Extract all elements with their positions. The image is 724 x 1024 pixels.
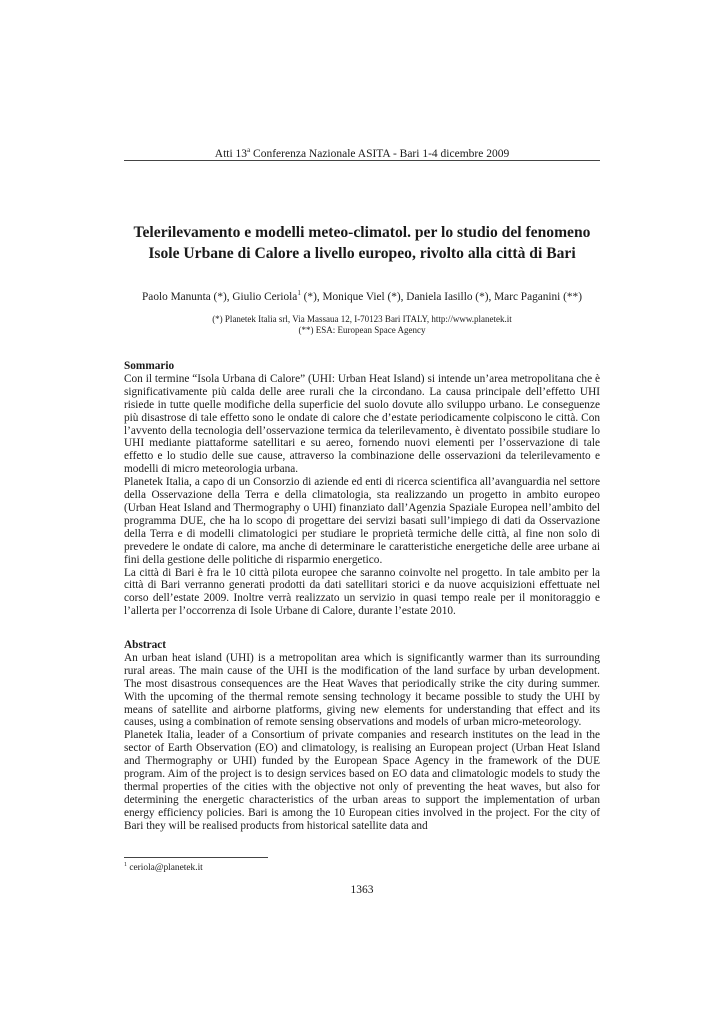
footnote-mark: 1 bbox=[124, 862, 127, 868]
sommario-paragraph-1: Con il termine “Isola Urbana di Calore” (UHI: Urban Heat Island) si intende un’area metropolitana che è significativamente più calda delle aree rurali che la circondano. La causa principale dell’effetto UHI risiede in tutte quelle modifiche della superficie del suolo dovute allo sviluppo urbano. Le conseguenze più disastrose di tale effetto sono le ondate di calore che d’estate periodicamente colpiscono le città. Con l’avvento della tecnologia dell’osservazione termica da telerilevamento, è diventato possibile studiare lo UHI mediante piattaforme satellitari e su aereo, fornendo nuovi elementi per l’osservazione di tale effetto e lo studio delle sue cause, attraverso la combinazione delle osservazioni da telerilevamento e modelli di micro meteorologia urbana. bbox=[124, 372, 600, 476]
sommario-section bbox=[124, 360, 600, 618]
sommario-heading: Sommario bbox=[124, 360, 175, 372]
abstract-section bbox=[124, 639, 600, 833]
affiliations bbox=[110, 314, 614, 336]
header-text-end: Conferenza Nazionale ASITA - Bari 1-4 dicembre 2009 bbox=[250, 147, 510, 160]
author-list bbox=[110, 289, 614, 303]
title-line-2: Isole Urbane di Calore a livello europeo, rivolto alla città di Bari bbox=[148, 245, 576, 262]
affiliation-1: (*) Planetek Italia srl, Via Massaua 12, I-70123 Bari ITALY, http://www.planetek.it bbox=[212, 314, 512, 324]
author-footnote-mark: 1 bbox=[297, 289, 301, 297]
header-text-start: Atti 13 bbox=[214, 147, 248, 160]
running-header bbox=[124, 146, 600, 160]
title-line-1: Telerilevamento e modelli meteo-climatol. per lo studio del fenomeno bbox=[133, 224, 591, 241]
authors-part-1: Paolo Manunta (*), Giulio Ceriola bbox=[142, 290, 298, 303]
sommario-paragraph-3: La città di Bari è fra le 10 città pilota europee che saranno coinvolte nel progetto. In tale ambito per la città di Bari verranno generati prodotti da dati satellitari storici e da nuove acquisizioni effettuate nel corso dell’estate 2009. Inoltre verrà realizzato un servizio in quasi tempo reale per il monitoraggio e l’allerta per l’occorrenza di Isole Urbane di Calore, durante l’estate 2010. bbox=[124, 566, 600, 618]
footnote bbox=[124, 862, 203, 873]
footnote-rule bbox=[124, 857, 268, 858]
authors-part-2: (*), Monique Viel (*), Daniela Iasillo (*), Marc Paganini (**) bbox=[300, 290, 582, 303]
footnote-email: ceriola@planetek.it bbox=[127, 863, 203, 874]
header-rule bbox=[124, 160, 600, 161]
paper-title bbox=[110, 222, 614, 264]
sommario-paragraph-2: Planetek Italia, a capo di un Consorzio di aziende ed enti di ricerca scientifica all’avanguardia nel settore della Osservazione della Terra e della climatologia, sta realizzando un progetto in ambito europeo (Urban Heat Island and Thermography o UHI) finanziato dall’Agenzia Spaziale Europea nell’ambito del programma DUE, che ha lo scopo di progettare dei servizi basati sull’impiego di dati da Osservazione della Terra e di modelli climatologici per studiare le proprietà termiche delle città, al fine non solo di prevedere le ondate di calore, ma anche di determinare le caratteristiche energetiche delle aree urbane ai fini della gestione delle politiche di risparmio energetico. bbox=[124, 476, 600, 566]
abstract-paragraph-1: An urban heat island (UHI) is a metropolitan area which is significantly warmer than its surrounding rural areas. The main cause of the UHI is the modification of the land surface by urban development. The most disastrous consequences are the Heat Waves that periodically strike the city during summer. With the upcoming of the thermal remote sensing technology it became possible to study the UHI by means of satellite and airborne platforms, giving new elements for understanding that effect and its causes, using a combination of remote sensing observations and models of urban micro-meteorology. bbox=[124, 651, 600, 729]
abstract-heading: Abstract bbox=[124, 639, 167, 651]
page-number: 1363 bbox=[350, 884, 374, 896]
affiliation-2: (**) ESA: European Space Agency bbox=[298, 325, 426, 335]
header-superscript: a bbox=[247, 146, 251, 154]
abstract-paragraph-2: Planetek Italia, leader of a Consortium of private companies and research institutes on the lead in the sector of Earth Observation (EO) and climatology, is realising an European project (Urban Heat Island and Thermography or UHI) funded by the European Space Agency in the framework of the DUE program. Aim of the project is to design services based on EO data and climatologic models to study the thermal properties of the cities with the objective not only of preventing the heat waves, but also for determining the energetic characteristics of the urban areas to support the implementation of urban energy efficiency policies. Bari is among the 10 European cities involved in the project. For the city of Bari they will be realised products from historical satellite data and bbox=[124, 729, 600, 832]
